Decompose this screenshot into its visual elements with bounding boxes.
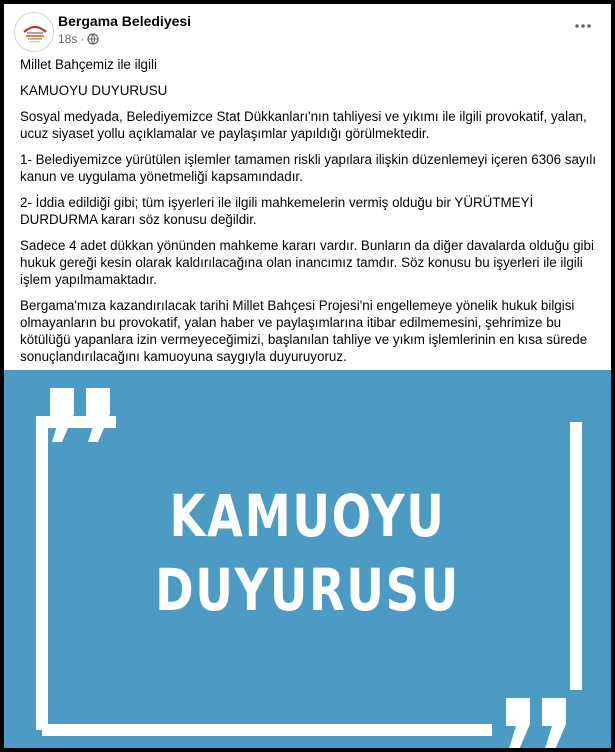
post-paragraph: 1- Belediyemizce yürütülen işlemler tamamen riskli yapılara ilişkin düzenlemeyi içeren 6306 sayılı kanun ve uygulama yönetmeliği kapsamındadır. [20, 152, 600, 184]
post-header [4, 4, 611, 56]
quote-close-icon [504, 696, 574, 748]
meta-separator: · [80, 32, 85, 46]
post-paragraph: Sosyal medyada, Belediyemizce Stat Dükkanları'nın tahliyesi ve yıkımı ile ilgili provokatif, yalan, ucuz siyaset yollu açıklamalar ve paylaşımlar yapıldığı görülmektedir. [20, 109, 591, 141]
municipality-logo-icon [15, 13, 54, 52]
post-body [20, 56, 600, 374]
quote-open-icon [48, 386, 118, 444]
globe-icon [87, 33, 99, 45]
post-paragraph: Bergama'mıza kazandırılacak tarihi Millet Bahçesi Projesi'ni engellemeye yönelik hukuk bilgisi olmayanların bu provokatif, yalan haber ve paylaşımlarına itibar edilmemesini, şehrimize bu kötülüğü yapanlara izin vermeyeceğimizi, başlanılan tahliye ve yıkım işlemlerinin en kısa sürede sonuçlandırılacağını kamuoyuna saygıyla duyuruyoruz. [20, 298, 591, 364]
post-meta [58, 32, 99, 46]
post-paragraph: Millet Bahçemiz ile ilgili [20, 57, 157, 72]
post-paragraph: Sadece 4 adet dükkan yönünden mahkeme kararı vardır. Bunların da diğer davalarda olduğu gibi hukuk gereği kesin olarak kaldırılacağına olan inancımız tamdır. Söz konusu bu işyerleri ile ilgili işlem yapılmamaktadır. [20, 238, 598, 287]
image-title-line2: DUYURUSU [155, 556, 460, 624]
more-horizontal-icon [575, 24, 591, 28]
page-avatar[interactable] [14, 12, 54, 52]
page-name[interactable]: Bergama Belediyesi [58, 13, 192, 29]
post-image[interactable] [4, 370, 611, 748]
post-paragraph: KAMUOYU DUYURUSU [20, 83, 168, 98]
post-time[interactable]: 18s [58, 32, 78, 46]
facebook-post-card [4, 4, 611, 748]
more-options-button[interactable] [570, 16, 596, 36]
post-paragraph: 2- İddia edildiği gibi; tüm işyerleri ile ilgili mahkemelerin vermiş olduğu bir YÜRÜTMEYİ DURDURMA kararı söz konusu değildir. [20, 195, 537, 227]
image-title-line1: KAMUOYU [169, 482, 446, 550]
